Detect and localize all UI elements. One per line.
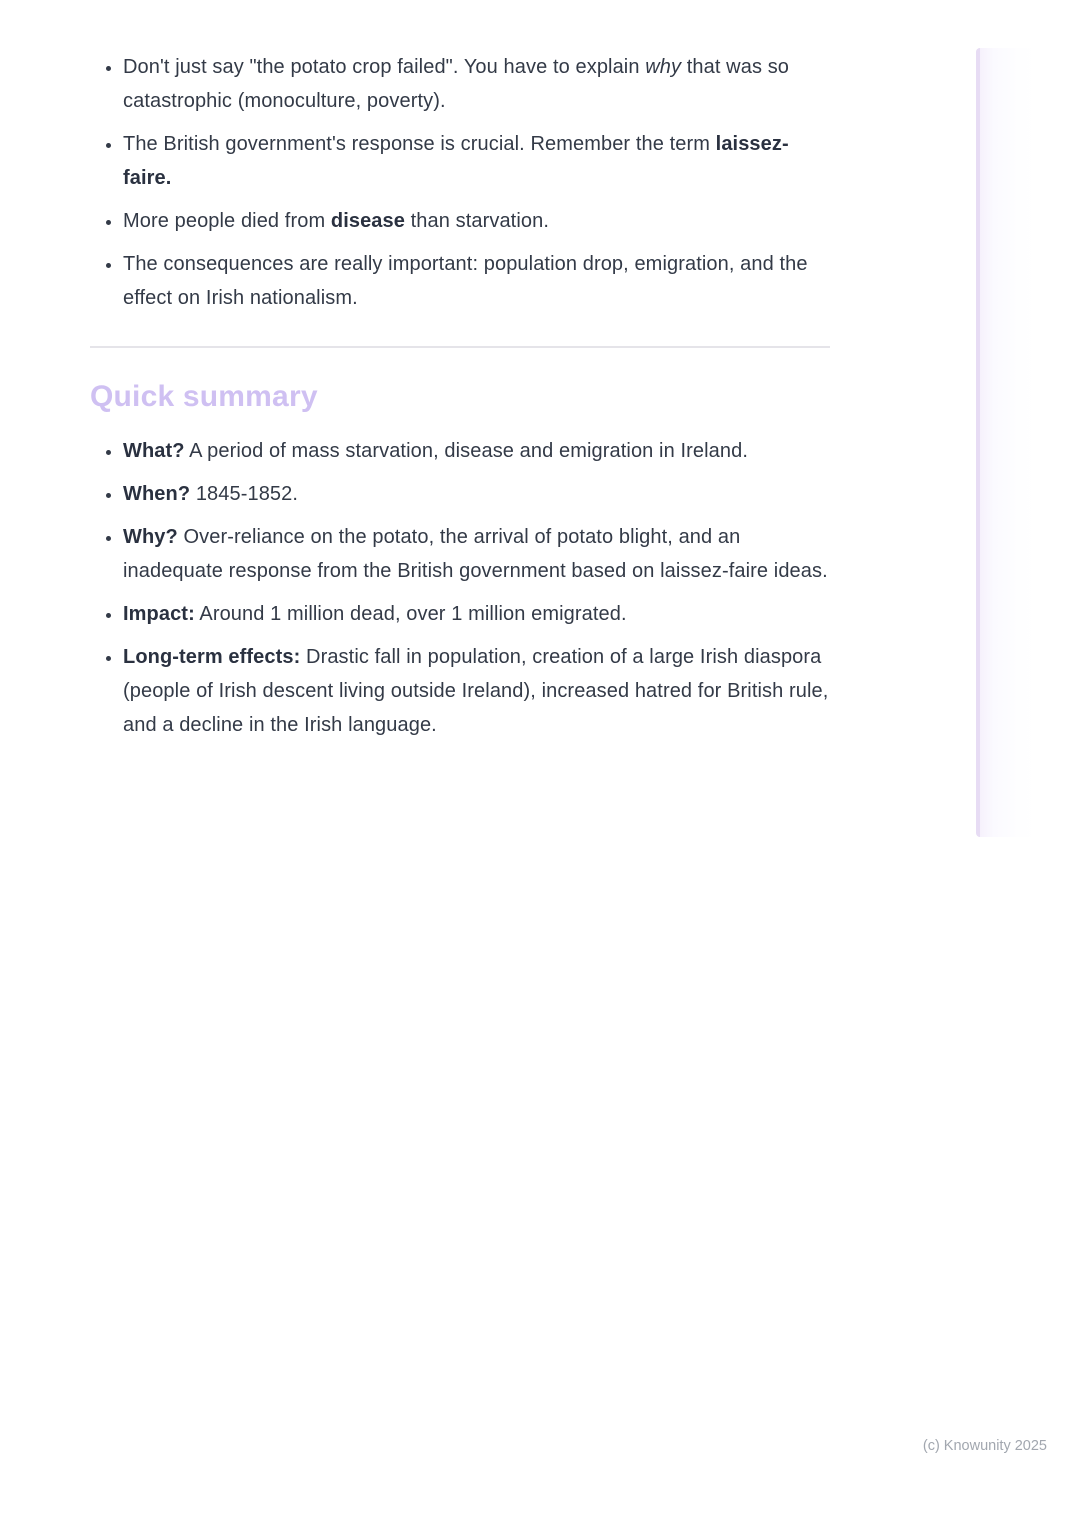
text-segment: Why? [123,526,178,548]
text-segment: The British government's response is crucial. Remember the term [123,133,716,155]
list-item [123,50,830,118]
text-segment: that was so catastrophic (monoculture, poverty). [123,56,790,112]
text-segment: laissez-faire. [123,133,789,189]
list-item [123,597,830,631]
text-segment: Drastic fall in population, creation of a large Irish diaspora (people of Irish descent living outside Ireland), increased hatred for British rule, and a decline in the Irish language. [123,646,829,736]
text-segment: When? [123,483,191,505]
copyright-footer: (c) Knowunity 2025 [922,1438,1047,1454]
text-segment: A period of mass starvation, disease and emigration in Ireland. [184,440,748,462]
text-segment: Don't just say "the potato crop failed". You have to explain [123,56,646,78]
text-segment: disease [330,210,405,232]
text-segment: why [645,56,682,78]
exam-tips-list [90,50,830,315]
text-segment: Impact: [123,603,195,625]
text-segment: than starvation. [404,210,549,232]
text-segment: Around 1 million dead, over 1 million emigrated. [194,603,627,625]
list-item [123,520,830,588]
text-segment: The consequences are really important: population drop, emigration, and the effect on Irish nationalism. [123,253,808,309]
section-divider [90,346,830,348]
list-item [123,247,830,315]
right-edge-page-preview [976,48,1036,837]
list-item [123,434,830,468]
text-segment: What? [123,440,185,462]
list-item [123,640,830,742]
text-segment: 1845-1852. [190,483,299,505]
text-segment: More people died from [123,210,331,232]
list-item [123,127,830,195]
quick-summary-heading: Quick summary [90,380,318,413]
list-item [123,477,830,511]
text-segment: Long-term effects: [123,646,301,668]
page-content [90,0,830,742]
list-item [123,204,830,238]
text-segment: Over-reliance on the potato, the arrival of potato blight, and an inadequate response from the British government based on laissez-faire ideas. [123,526,828,582]
quick-summary-list [90,434,830,742]
